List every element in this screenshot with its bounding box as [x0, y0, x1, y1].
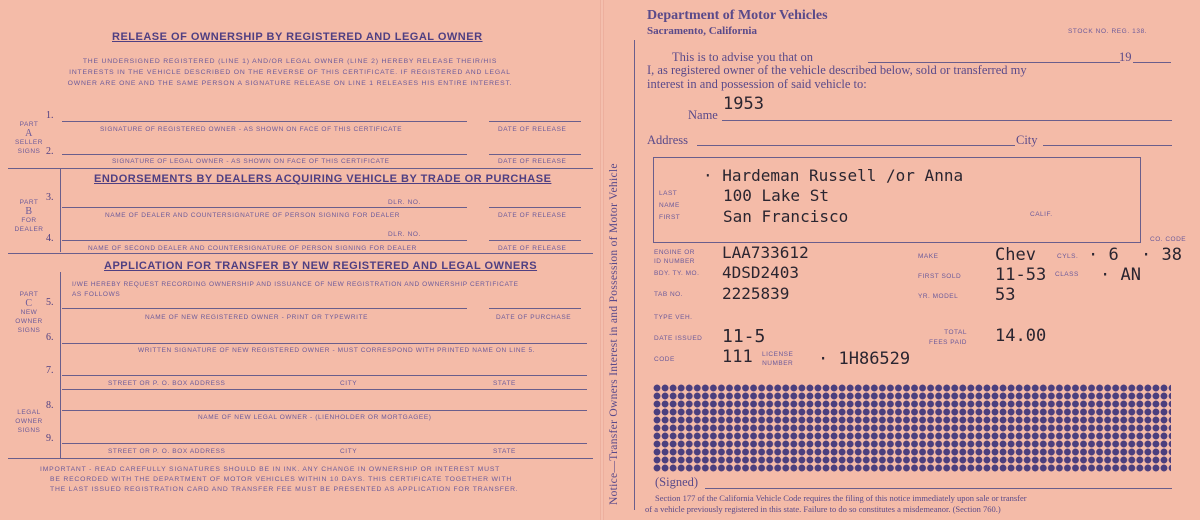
co-code-label: CO. CODE [1150, 236, 1187, 243]
signature-rule[interactable] [705, 488, 1172, 489]
line7-state-label: STATE [493, 380, 516, 387]
important-notice: IMPORTANT - READ CAREFULLY SIGNATURES SHOULD BE IN INK. ANY CHANGE IN OWNERSHIP OR INTEREST MUST BE RECORDED WITH THE DEPARTMENT OF MOTOR VEHICLES WITHIN 10 DAYS. THIS CERTIFICATE TOGETHER WITH THE LAST ISSUED REGISTRATION CARD AND TRANSFER FEE MUST BE PRESENTED AS APPLICATION FOR TRANSFER. [40, 466, 519, 493]
section-note: Section 177 of the California Vehicle Code requires the filing of this notice immediately upon sale or transfer of a vehicle previously registered in this state. Failure to do so constitutes a misdemeanor. (Section 760.) [645, 493, 1027, 514]
line2-date-rule[interactable] [489, 154, 581, 155]
advise-text: This is to advise you that on [672, 50, 813, 64]
part-c-vline [60, 272, 61, 458]
line2-date-label: DATE OF RELEASE [498, 158, 567, 165]
line1-date-label: DATE OF RELEASE [498, 126, 567, 133]
part-b-divider [8, 253, 593, 254]
tab-number: 2225839 [722, 284, 790, 303]
line-number-7: 7. [46, 365, 54, 376]
dept-location: Sacramento, California [647, 25, 757, 37]
name-value: 1953 [723, 94, 764, 114]
owner-city: San Francisco [723, 207, 849, 226]
part-c-subdivider [62, 389, 587, 390]
line3-label: NAME OF DEALER AND COUNTERSIGNATURE OF PERSON SIGNING FOR DEALER [105, 212, 401, 219]
line4-date-label: DATE OF RELEASE [498, 245, 567, 252]
line-number-4: 4. [46, 233, 54, 244]
line-number-8: 8. [46, 400, 54, 411]
line-number-9: 9. [46, 433, 54, 444]
advise-line2: I, as registered owner of the vehicle described below, sold or transferred my [647, 63, 1027, 77]
part-b-label: PART B FOR DEALER [14, 199, 44, 233]
line3-date-rule[interactable] [489, 207, 581, 208]
total-fees-value: 14.00 [995, 326, 1047, 346]
line-number-1: 1. [46, 110, 54, 121]
line-number-6: 6. [46, 332, 54, 343]
address-label: Address [647, 133, 688, 147]
year-suffix: 19 [1119, 50, 1132, 64]
city-rule[interactable] [1043, 145, 1172, 146]
engine-label: ENGINE OR ID NUMBER [654, 249, 695, 265]
line9-rule[interactable] [62, 443, 587, 444]
city-label: City [1016, 133, 1038, 147]
app-intro-line1: I/WE HEREBY REQUEST RECORDING OWNERSHIP AND ISSUANCE OF NEW REGISTRATION AND OWNERSHIP CERTIFICATE [72, 281, 519, 288]
side-notice-text: Notice—Transfer Owners Interest in and Possession of Motor Vehicle [608, 163, 620, 505]
part-b-vline [60, 168, 61, 252]
part-a-label: PART A SELLER SIGNS [15, 121, 43, 155]
yr-model-value: 53 [995, 285, 1016, 305]
endorse-title: ENDORSEMENTS BY DEALERS ACQUIRING VEHICLE BY TRADE OR PURCHASE [94, 173, 552, 185]
stock-number: STOCK NO. REG. 138. [1068, 28, 1148, 35]
cyls-value: · 6 [1088, 245, 1119, 265]
co-code-value: · 38 [1141, 245, 1182, 265]
calif-label: CALIF. [1030, 211, 1053, 218]
application-title: APPLICATION FOR TRANSFER BY NEW REGISTERED AND LEGAL OWNERS [104, 260, 538, 272]
license-label: LICENSE NUMBER [762, 351, 794, 367]
line9-city-label: CITY [340, 448, 358, 455]
line4-dlr-no: DLR. NO. [388, 231, 421, 238]
line2-rule[interactable] [62, 154, 467, 155]
line4-label: NAME OF SECOND DEALER AND COUNTERSIGNATURE OF PERSON SIGNING FOR DEALER [88, 245, 417, 252]
date-issued-label: DATE ISSUED [654, 335, 703, 342]
body-type-label: BDY. TY. MO. [654, 270, 700, 277]
line8-rule[interactable] [62, 410, 587, 411]
code-label: CODE [654, 356, 675, 363]
center-fold [600, 0, 604, 520]
line3-dlr-no: DLR. NO. [388, 199, 421, 206]
code-value: 111 [722, 347, 753, 367]
advise-line3: interest in and possession of said vehicle to: [647, 77, 867, 91]
first-sold-value: 11-53 [995, 265, 1047, 285]
line3-date-label: DATE OF RELEASE [498, 212, 567, 219]
line-number-2: 2. [46, 146, 54, 157]
type-veh-label: TYPE VEH. [654, 314, 693, 321]
line5-date-rule[interactable] [489, 308, 581, 309]
app-intro-line2: AS FOLLOWS [72, 291, 121, 298]
tab-no-label: TAB NO. [654, 291, 684, 298]
dept-title: Department of Motor Vehicles [647, 8, 828, 23]
line-number-3: 3. [46, 192, 54, 203]
side-rule [634, 40, 635, 510]
make-label: MAKE [918, 253, 939, 260]
line9-state-label: STATE [493, 448, 516, 455]
owner-name: · Hardeman Russell /or Anna [703, 166, 964, 185]
yr-model-label: YR. MODEL [918, 293, 959, 300]
line1-date-rule[interactable] [489, 121, 581, 122]
line9-street-label: STREET OR P. O. BOX ADDRESS [108, 448, 226, 455]
year-rule[interactable] [1133, 62, 1171, 63]
line-number-5: 5. [46, 297, 54, 308]
owner-labels: LAST NAME FIRST [659, 190, 681, 221]
line5-label: NAME OF NEW REGISTERED OWNER - PRINT OR TYPEWRITE [145, 314, 369, 321]
line2-label: SIGNATURE OF LEGAL OWNER - AS SHOWN ON FACE OF THIS CERTIFICATE [112, 158, 390, 165]
line4-date-rule[interactable] [489, 240, 581, 241]
line8-label: NAME OF NEW LEGAL OWNER - (LIENHOLDER OR MORTGAGEE) [198, 414, 432, 421]
line6-label: WRITTEN SIGNATURE OF NEW REGISTERED OWNER - MUST CORRESPOND WITH PRINTED NAME ON LINE 5. [138, 347, 536, 354]
line7-rule[interactable] [62, 375, 587, 376]
line3-rule[interactable] [62, 207, 467, 208]
body-type: 4DSD2403 [722, 263, 800, 282]
line5-rule[interactable] [62, 308, 467, 309]
line7-street-label: STREET OR P. O. BOX ADDRESS [108, 380, 226, 387]
line7-city-label: CITY [340, 380, 358, 387]
line1-label: SIGNATURE OF REGISTERED OWNER - AS SHOWN ON FACE OF THIS CERTIFICATE [100, 126, 403, 133]
line4-rule[interactable] [62, 240, 467, 241]
class-value: · AN [1100, 265, 1141, 285]
total-fees-label: TOTAL FEES PAID [929, 329, 967, 346]
owner-street: 100 Lake St [723, 186, 829, 205]
date-issued: 11-5 [722, 326, 766, 347]
cyls-label: CYLS. [1057, 253, 1079, 260]
legal-owner-label: LEGAL OWNER SIGNS [15, 409, 43, 434]
engine-number: LAA733612 [722, 243, 809, 262]
make-value: Chev [995, 245, 1036, 265]
dot-pattern-block [653, 384, 1171, 472]
signed-label: (Signed) [655, 475, 699, 489]
part-c-label: PART C NEW OWNER SIGNS [15, 291, 43, 334]
line6-rule[interactable] [62, 343, 587, 344]
first-sold-label: FIRST SOLD [918, 273, 962, 280]
line1-rule[interactable] [62, 121, 467, 122]
release-title: RELEASE OF OWNERSHIP BY REGISTERED AND LEGAL OWNER [112, 31, 483, 43]
release-intro: THE UNDERSIGNED REGISTERED (LINE 1) AND/OR LEGAL OWNER (LINE 2) HEREBY RELEASE THEIR/HIS INTERESTS IN THE VEHICLE DESCRIBED ON THE REVERSE OF THIS CERTIFICATE. IF REGISTERED AND LEGAL OWNER ARE ONE AND THE SAME PERSON A SIGNATURE RELEASE ON LINE 1 RELEASES HIS ENTIRE INTEREST. [67, 58, 513, 87]
part-c-bottom-rule [8, 458, 593, 459]
name-label: Name [688, 108, 718, 122]
name-rule[interactable] [722, 120, 1172, 121]
part-a-divider [8, 168, 593, 169]
line5-date-label: DATE OF PURCHASE [496, 314, 572, 321]
license-number: · 1H86529 [818, 349, 911, 369]
class-label: CLASS [1055, 271, 1079, 278]
address-rule[interactable] [697, 145, 1015, 146]
